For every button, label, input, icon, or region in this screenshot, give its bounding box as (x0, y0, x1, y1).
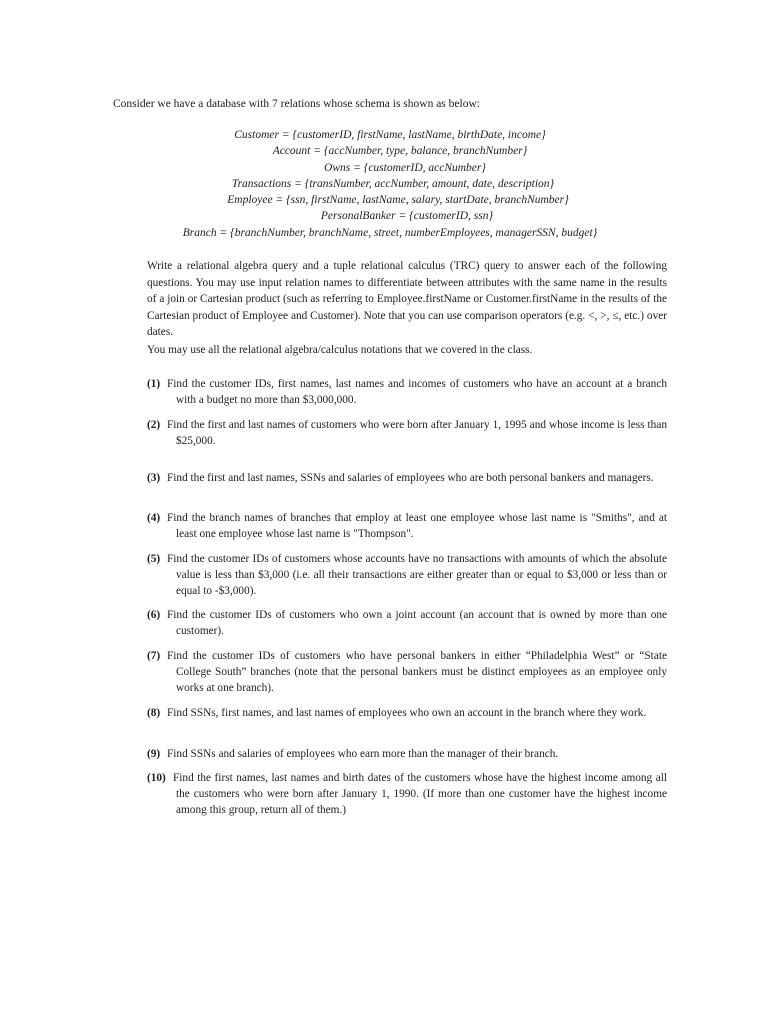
schema-customer: Customer = {customerID, firstName, lastName, birthDate, income} (234, 129, 546, 141)
question-text: Find the customer IDs, first names, last names and incomes of customers who have an account at a branch with a budget no more than $3,000,000. (167, 378, 667, 406)
question-number: (8) (147, 707, 161, 719)
question-item (147, 770, 667, 818)
question-text: Find SSNs, first names, and last names of employees who own an account in the branch where they work. (167, 707, 647, 719)
question-item (147, 470, 667, 486)
question-item (147, 705, 667, 721)
question-number: (1) (147, 378, 161, 390)
notation-note: You may use all the relational algebra/calculus notations that we covered in the class. (147, 344, 533, 356)
question-item (147, 551, 667, 599)
question-number: (3) (147, 472, 161, 484)
question-item (147, 746, 667, 762)
question-number: (2) (147, 419, 161, 431)
schema-personalbanker: PersonalBanker = {customerID, ssn} (320, 210, 494, 223)
schema-employee: Employee = {ssn, firstName, lastName, salary, startDate, branchNumber} (227, 194, 569, 207)
question-text: Find the first names, last names and birth dates of the customers whose have the highest income among all the customers who were born after January 1, 1990. (If more than one customer have the highest income among this group, return all of them.) (173, 772, 667, 816)
question-item (147, 510, 667, 542)
question-text: Find SSNs and salaries of employees who earn more than the manager of their branch. (167, 748, 559, 760)
question-number: (6) (147, 609, 161, 621)
question-item (147, 417, 667, 449)
question-item (147, 648, 667, 696)
question-number: (4) (147, 512, 161, 524)
schema-transactions: Transactions = {transNumber, accNumber, amount, date, description} (231, 177, 555, 190)
question-text: Find the branch names of branches that employ at least one employee whose last name is "Smiths", and at least one employee whose last name is "Thompson". (167, 512, 667, 540)
question-text: Find the customer IDs of customers whose accounts have no transactions with amounts of which the absolute value is less than $3,000 (i.e. all their transactions are either greater than or equal to $3,000 or less than or equal to -$3,000). (167, 553, 667, 597)
question-item (147, 607, 667, 639)
schema-branch: Branch = {branchNumber, branchName, street, numberEmployees, managerSSN, budget} (182, 226, 598, 239)
schema-list (140, 127, 640, 241)
question-text: Find the customer IDs of customers who have personal bankers in either “Philadelphia West” or “State College South” branches (note that the personal bankers must be distinct employees as an employee only works at one branch). (167, 650, 667, 694)
question-text: Find the first and last names of customers who were born after January 1, 1995 and whose income is less than $25,000. (167, 419, 667, 447)
question-number: (5) (147, 553, 161, 565)
question-number: (7) (147, 650, 161, 662)
question-number: (10) (147, 772, 166, 784)
question-number: (9) (147, 748, 161, 760)
question-item (147, 376, 667, 408)
question-text: Find the customer IDs of customers who own a joint account (an account that is owned by more than one customer). (167, 609, 667, 637)
instructions-paragraph: Write a relational algebra query and a tuple relational calculus (TRC) query to answer each of the following questions. You may use input relation names to differentiate between attributes with the same name in the results of a join or Cartesian product (such as referring to Employee.firstName or Customer.firstName in the results of the Cartesian product of Employee and Customer). Note that you can use comparison operators (e.g. <, >, ≤, etc.) over dates. (147, 260, 667, 339)
schema-account: Account = {accNumber, type, balance, branchNumber} (272, 145, 528, 158)
question-text: Find the first and last names, SSNs and salaries of employees who are both personal bankers and managers. (167, 472, 654, 484)
intro-text: Consider we have a database with 7 relations whose schema is shown as below: (113, 98, 480, 110)
schema-owns: Owns = {customerID, accNumber} (324, 161, 486, 174)
